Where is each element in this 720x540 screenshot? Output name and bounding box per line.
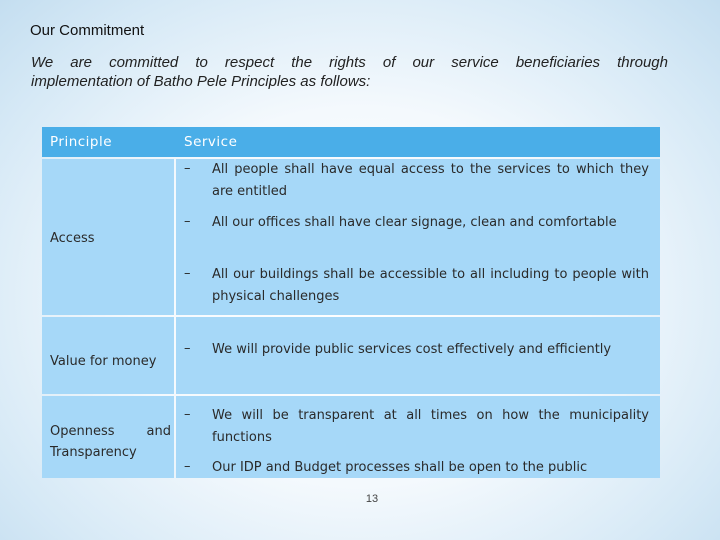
page-number: 13 xyxy=(365,493,379,505)
principle-label: Access xyxy=(50,231,95,246)
principles-table xyxy=(42,127,660,478)
table-header xyxy=(42,127,660,157)
intro-line-2: implementation of Batho Pele Principles as follows: xyxy=(31,73,371,90)
bullet-marker: – xyxy=(184,214,191,229)
bullet-marker: – xyxy=(184,266,191,281)
service-item: We will be transparent at all times on how the municipality functions xyxy=(212,408,649,445)
service-item: All our offices shall have clear signage, clean and comfortable xyxy=(212,215,617,230)
service-item: Our IDP and Budget processes shall be open to the public xyxy=(212,460,588,475)
bullet-marker: – xyxy=(184,407,191,422)
service-item: All our buildings shall be accessible to all including to people with physical challenges xyxy=(212,267,649,304)
principle-label: Value for money xyxy=(50,354,157,369)
header-principle: Principle xyxy=(50,134,113,150)
service-item: We will provide public services cost effectively and efficiently xyxy=(212,342,612,357)
bullet-marker: – xyxy=(184,341,191,356)
slide-title: Our Commitment xyxy=(30,22,145,39)
intro-line-1: We are committed to respect the rights of our service beneficiaries through xyxy=(31,54,668,71)
header-service: Service xyxy=(184,134,238,150)
intro-paragraph xyxy=(31,53,668,91)
service-item: All people shall have equal access to the services to which they are entitled xyxy=(212,162,649,199)
bullet-marker: – xyxy=(184,161,191,176)
principle-label: Openness and Transparency xyxy=(50,424,171,460)
bullet-marker: – xyxy=(184,459,191,474)
